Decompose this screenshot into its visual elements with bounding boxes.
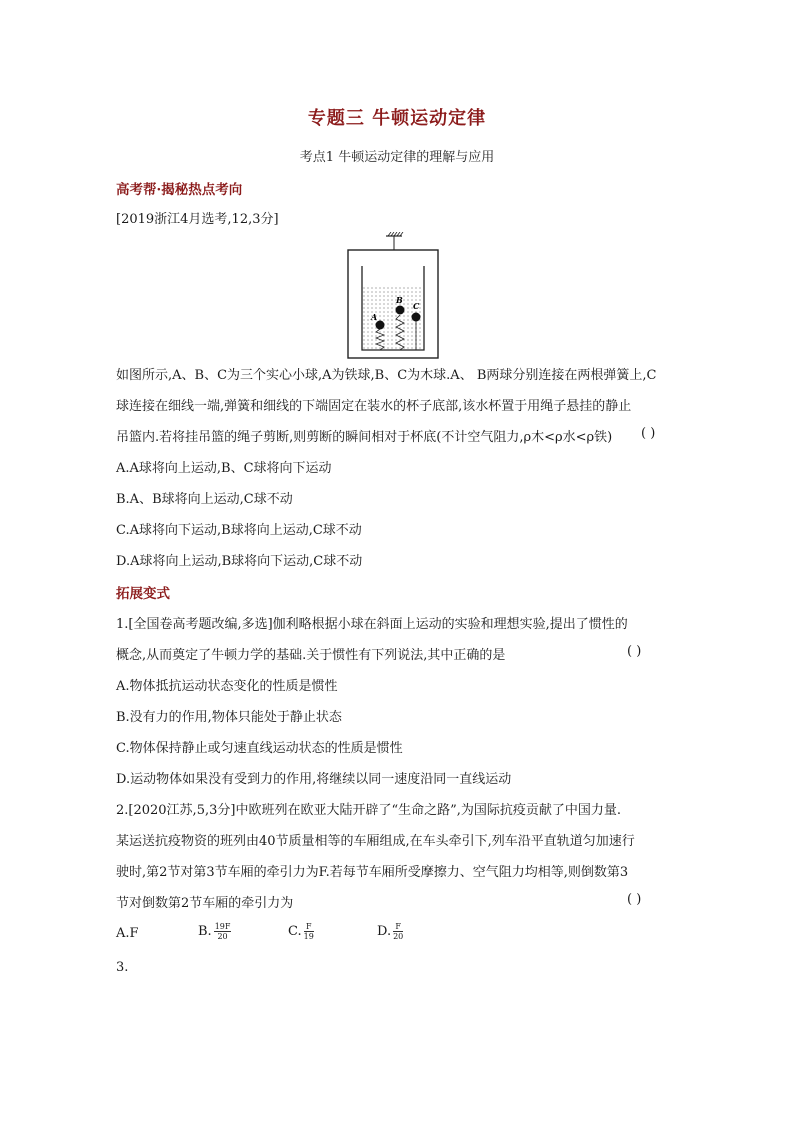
q1-option-c: C.A球将向下运动,B球将向上运动,C球不动 xyxy=(116,523,362,538)
q2-option-b: B.没有力的作用,物体只能处于静止状态 xyxy=(116,710,342,725)
q1-line-1: 如图所示,A、B、C为三个实心小球,A为铁球,B、C为木球.A、 B两球分别连接在两根弹簧上,C xyxy=(116,368,657,383)
page-title: 专题三 牛顿运动定律 xyxy=(307,108,487,129)
q3-line-1: 2.[2020江苏,5,3分]中欧班列在欧亚大陆开辟了“生命之路”,为国际抗疫贡献了中国力量. xyxy=(116,803,621,818)
q1-line-3: 吊篮内.若将挂吊篮的绳子剪断,则剪断的瞬间相对于杯底(不计空气阻力,ρ木<ρ水<ρ铁) xyxy=(116,430,613,445)
q1-line-2: 球连接在细线一端,弹簧和细线的下端固定在装水的杯子底部,该水杯置于用绳子悬挂的静止 xyxy=(116,399,632,414)
q2-answer-blank: ( ) xyxy=(627,644,642,659)
q3-option-a: A.F xyxy=(116,926,139,941)
q3-option-c-fraction xyxy=(304,922,314,941)
section-heading-extension: 拓展变式 xyxy=(116,586,170,602)
q2-option-c: C.物体保持静止或匀速直线运动状态的性质是惯性 xyxy=(116,741,403,756)
ball-c xyxy=(412,313,421,322)
q3-option-d-fraction xyxy=(393,922,403,941)
question-source: [2019浙江4月选考,12,3分] xyxy=(116,212,279,227)
q3-option-b xyxy=(198,922,231,941)
q2-option-a: A.物体抵抗运动状态变化的性质是惯性 xyxy=(116,679,338,694)
q1-answer-blank: ( ) xyxy=(641,426,656,441)
label-c: C xyxy=(413,301,420,311)
q3-option-d-den: 20 xyxy=(393,932,404,941)
q2-line-1: 1.[全国卷高考题改编,多选]伽利略根据小球在斜面上运动的实验和理想实验,提出了惯性的 xyxy=(116,617,628,632)
q3-option-c xyxy=(288,922,314,941)
label-b: B xyxy=(396,295,403,305)
experiment-figure xyxy=(346,232,440,360)
q2-line-2: 概念,从而奠定了牛顿力学的基础.关于惯性有下列说法,其中正确的是 xyxy=(116,648,506,663)
q3-option-b-den: 20 xyxy=(217,932,228,941)
q1-option-b: B.A、B球将向上运动,C球不动 xyxy=(116,492,293,507)
q3-option-c-den: 19 xyxy=(303,932,314,941)
q3-option-c-num: F xyxy=(304,922,314,932)
q3-answer-blank: ( ) xyxy=(627,892,642,907)
q3-option-c-prefix: C. xyxy=(288,924,302,939)
label-a: A xyxy=(371,312,378,322)
q3-option-b-num: 19F xyxy=(214,922,231,931)
q3-option-d-prefix: D. xyxy=(377,924,392,939)
q4-number: 3. xyxy=(116,960,129,975)
q3-line-4: 节对倒数第2节车厢的牵引力为 xyxy=(116,896,294,911)
q3-option-b-prefix: B. xyxy=(198,924,212,939)
q3-line-2: 某运送抗疫物资的班列由40节质量相等的车厢组成,在车头牵引下,列车沿平直轨道匀加速行 xyxy=(116,834,635,849)
q2-option-d: D.运动物体如果没有受到力的作用,将继续以同一速度沿同一直线运动 xyxy=(116,772,512,787)
q1-option-d: D.A球将向上运动,B球将向下运动,C球不动 xyxy=(116,554,363,569)
q3-option-d-num: F xyxy=(393,922,403,932)
q3-option-d xyxy=(377,922,403,941)
ball-b xyxy=(396,306,405,315)
q3-line-3: 驶时,第2节对第3节车厢的牵引力为F.若每节车厢所受摩擦力、空气阻力均相等,则倒数第3 xyxy=(116,865,629,880)
q3-option-b-fraction xyxy=(214,922,232,941)
topic-subtitle: 考点1 牛顿运动定律的理解与应用 xyxy=(299,150,495,165)
q1-option-a: A.A球将向上运动,B、C球将向下运动 xyxy=(116,461,332,476)
section-heading-hot-topics: 高考帮·揭秘热点考向 xyxy=(116,182,243,198)
